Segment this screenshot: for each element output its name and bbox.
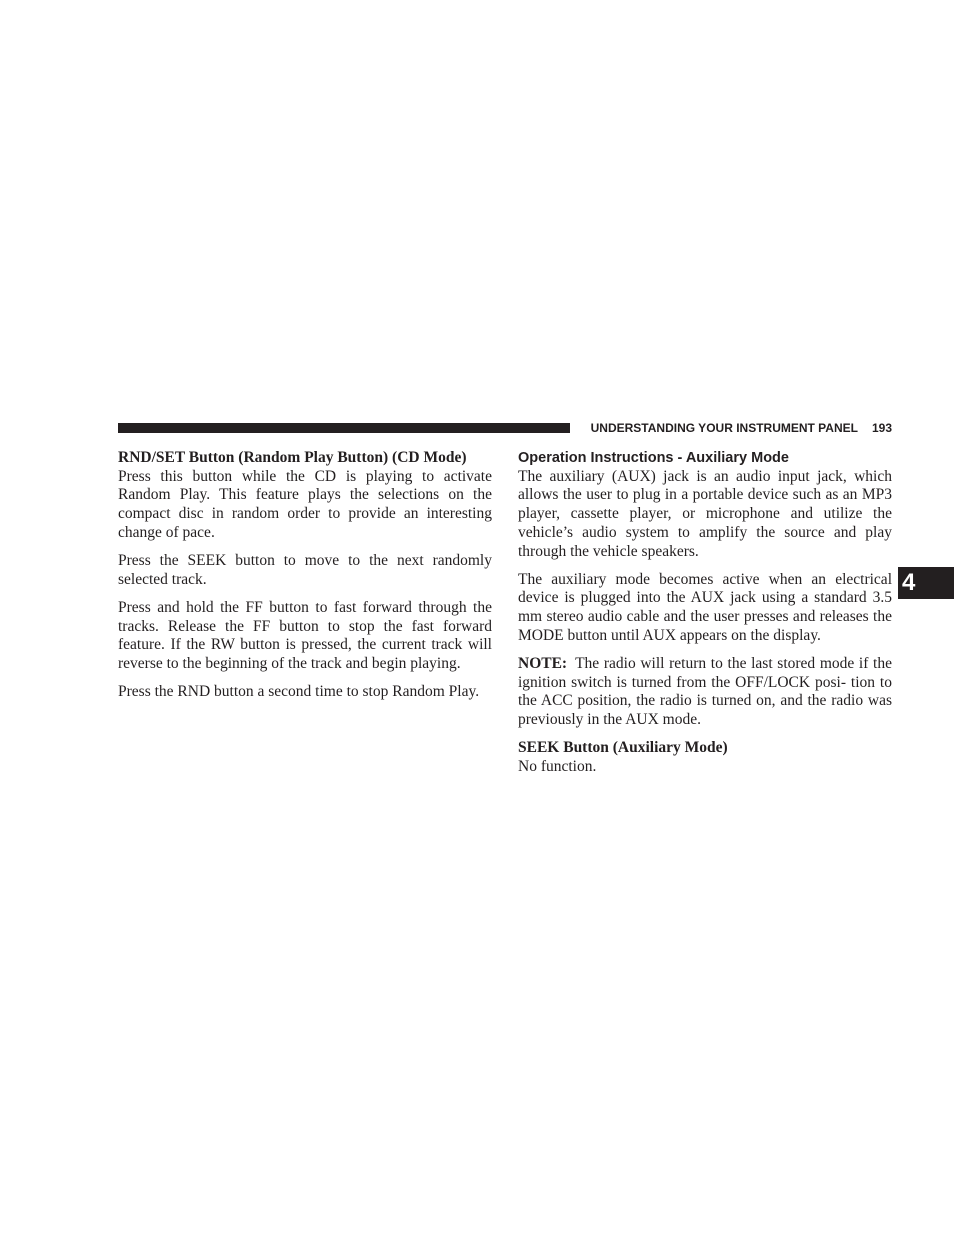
header-rule (118, 423, 570, 433)
seek-button-heading: SEEK Button (Auxiliary Mode) (518, 739, 728, 757)
paragraph: Press the RND button a second time to stop Random Play. (118, 683, 480, 701)
right-column (518, 449, 892, 786)
paragraph: No function. (518, 758, 597, 776)
section-title: UNDERSTANDING YOUR INSTRUMENT PANEL (590, 421, 858, 435)
aux-mode-heading: Operation Instructions - Auxiliary Mode (518, 450, 789, 466)
paragraph: Press and hold the FF button to fast forward through the tracks. Release the FF button to stop the fast forward feature. If the RW button is pressed, the current track will reverse to the beginning of the track and begin playing. (118, 598, 492, 673)
left-column (118, 449, 492, 711)
rnd-set-heading: RND/SET Button (Random Play Button) (CD Mode) (118, 449, 467, 466)
note-label: NOTE: (518, 655, 568, 673)
note-paragraph (518, 655, 892, 730)
page-number: 193 (871, 421, 892, 435)
running-header (580, 420, 892, 436)
chapter-tab (898, 567, 954, 599)
note-text: The radio will return to the last stored mode if the ignition switch is turned from the OFF/LOCK posi- tion to the ACC position, the radio is turned on, and the radio was previously in the AUX mode. (518, 655, 892, 729)
paragraph: Press the SEEK button to move to the next randomly selected track. (118, 552, 492, 588)
paragraph: Press this button while the CD is playing to activate Random Play. This feature plays the selections on the compact disc in random order to provide an interesting change of pace. (118, 467, 492, 541)
chapter-number: 4 (902, 569, 916, 596)
paragraph: The auxiliary (AUX) jack is an audio input jack, which allows the user to plug in a portable device such as an MP3 player, cassette player, or microphone and utilize the vehicle’s audio system to amplify the source and play through the vehicle speakers. (518, 467, 892, 560)
paragraph: The auxiliary mode becomes active when an electrical device is plugged into the AUX jack using a standard 3.5 mm stereo audio cable and the user presses and releases the MODE button until AUX appears on the display. (518, 570, 892, 644)
